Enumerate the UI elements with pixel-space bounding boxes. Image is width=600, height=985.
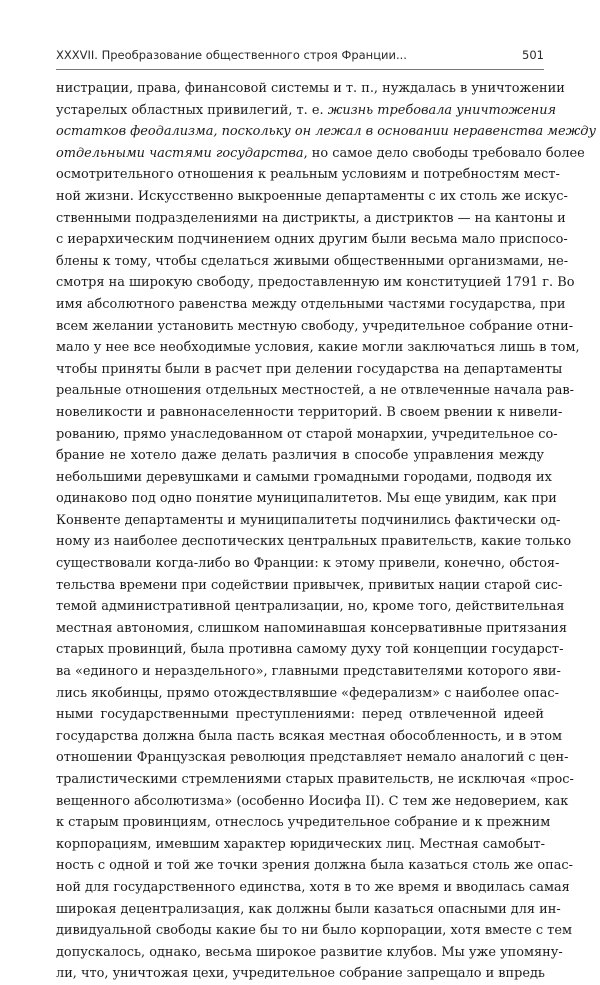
page-number: 501 — [522, 48, 544, 62]
text-line: допускалось, однако, весьма широкое развитие клубов. Мы уже упомяну- — [56, 944, 563, 960]
text-line: ному из наиболее деспотических центральных правительств, какие только — [56, 534, 572, 550]
text-line: имя абсолютного равенства между отдельными частями государства, при — [56, 296, 566, 312]
text-line: всем желании установить местную свободу, учредительное собрание отни- — [56, 318, 574, 334]
text-line: ной жизни. Искусственно выкроенные департаменты с их столь же искус- — [56, 188, 568, 204]
text-line: блены к тому, чтобы сделаться живыми общественными организмами, не- — [56, 253, 569, 269]
text-line: темой административной централизации, но, кроме того, действительная — [56, 599, 565, 615]
chapter-title: XXXVII. Преобразование общественного строя Франции... — [56, 48, 407, 62]
text-line: Конвенте департаменты и муниципалитеты подчинились фактически од- — [56, 512, 561, 528]
text-line: брание не хотело даже делать различия в способе управления между — [56, 448, 544, 464]
text-line: ной для государственного единства, хотя в то же время и вводилась самая — [56, 879, 570, 895]
text-line: к старым провинциям, отнеслось учредительное собрание и к прежним — [56, 815, 551, 831]
text-line: осмотрительного отношения к реальным условиям и потребностям мест- — [56, 167, 560, 183]
text-segment: , но самое дело свободы требовало более — [303, 145, 585, 161]
running-head — [56, 48, 544, 66]
text-line — [56, 100, 557, 122]
text-line: ными государственными преступлениями: перед отвлеченной идеей — [56, 707, 544, 723]
text-line: ли, что, уничтожая цехи, учредительное собрание запрещало и впредь — [56, 966, 545, 982]
text-line: ность с одной и той же точки зрения должна была казаться столь же опас- — [56, 858, 573, 874]
text-line: с иерархическим подчинением одних другим были весьма мало приспосо- — [56, 232, 568, 248]
text-line: нистрации, права, финансовой системы и т. п., нуждалась в уничтожении — [56, 81, 565, 96]
text-line: существовали когда-либо во Франции: к этому привели, конечно, обстоя- — [56, 556, 560, 572]
text-line: реальные отношения отдельных местностей, а не отвлеченные начала рав- — [56, 383, 575, 399]
text-line: местная автономия, слишком напоминавшая консервативные притязания — [56, 620, 567, 636]
text-line: чтобы приняты были в расчет при делении государства на департаменты — [56, 361, 563, 377]
text-line: ва «единого и нераздельного», главными представителями которого яви- — [56, 664, 561, 680]
text-line: одинаково под одно понятие муниципалитетов. Мы еще увидим, как при — [56, 491, 557, 507]
text-line: дивидуальной свободы какие бы то ни было корпорации, хотя вместе с тем — [56, 923, 572, 939]
emphasis-text: отдельными частями государства — [56, 145, 304, 161]
text-line: старых провинций, была противна самому духу той концепции государст- — [56, 642, 564, 658]
body-text — [56, 78, 596, 985]
text-line: небольшими деревушками и самыми громадными городами, подводя их — [56, 469, 552, 485]
header-rule — [56, 69, 544, 70]
text-line: мало у нее все необходимые условия, какие могли заключаться лишь в том, — [56, 340, 580, 356]
text-line: отношении Французская революция представляет немало аналогий с цен- — [56, 750, 569, 766]
text-line: лись якобинцы, прямо отождествлявшие «федерализм» с наиболее опас- — [56, 685, 559, 701]
text-line: смотря на широкую свободу, предоставленную им конституцией 1791 г. Во — [56, 275, 575, 291]
emphasis-text: остатков феодализма, поскольку он лежал в основании неравенства между — [56, 124, 596, 140]
text-line: тралистическими стремлениями старых правительств, не исключая «прос- — [56, 772, 574, 787]
text-line: тельства времени при содействии привычек, привитых нации старой сис- — [56, 577, 563, 593]
text-line: новеликости и равнонаселенности территорий. В своем рвении к нивели- — [56, 404, 563, 420]
text-line: вещенного абсолютизма» (особенно Иосифа II). С тем же недоверием, как — [56, 793, 569, 809]
text-line: государства должна была пасть всякая местная обособленность, и в этом — [56, 728, 563, 744]
text-line — [56, 121, 596, 143]
text-line: ственными подразделениями на дистрикты, а дистриктов — на кантоны и — [56, 210, 566, 226]
text-line: широкая децентрализация, как должны были казаться опасными для ин- — [56, 901, 561, 917]
text-line: рованию, прямо унаследованном от старой монархии, учредительное со- — [56, 426, 558, 442]
text-line: корпорациям, имевшим характер юридических лиц. Местная самобыт- — [56, 836, 545, 852]
text-line — [56, 143, 585, 165]
emphasis-text: жизнь требовала уничтожения — [327, 102, 557, 118]
text-segment: устарелых областных привилегий, т. е. — [56, 102, 324, 118]
